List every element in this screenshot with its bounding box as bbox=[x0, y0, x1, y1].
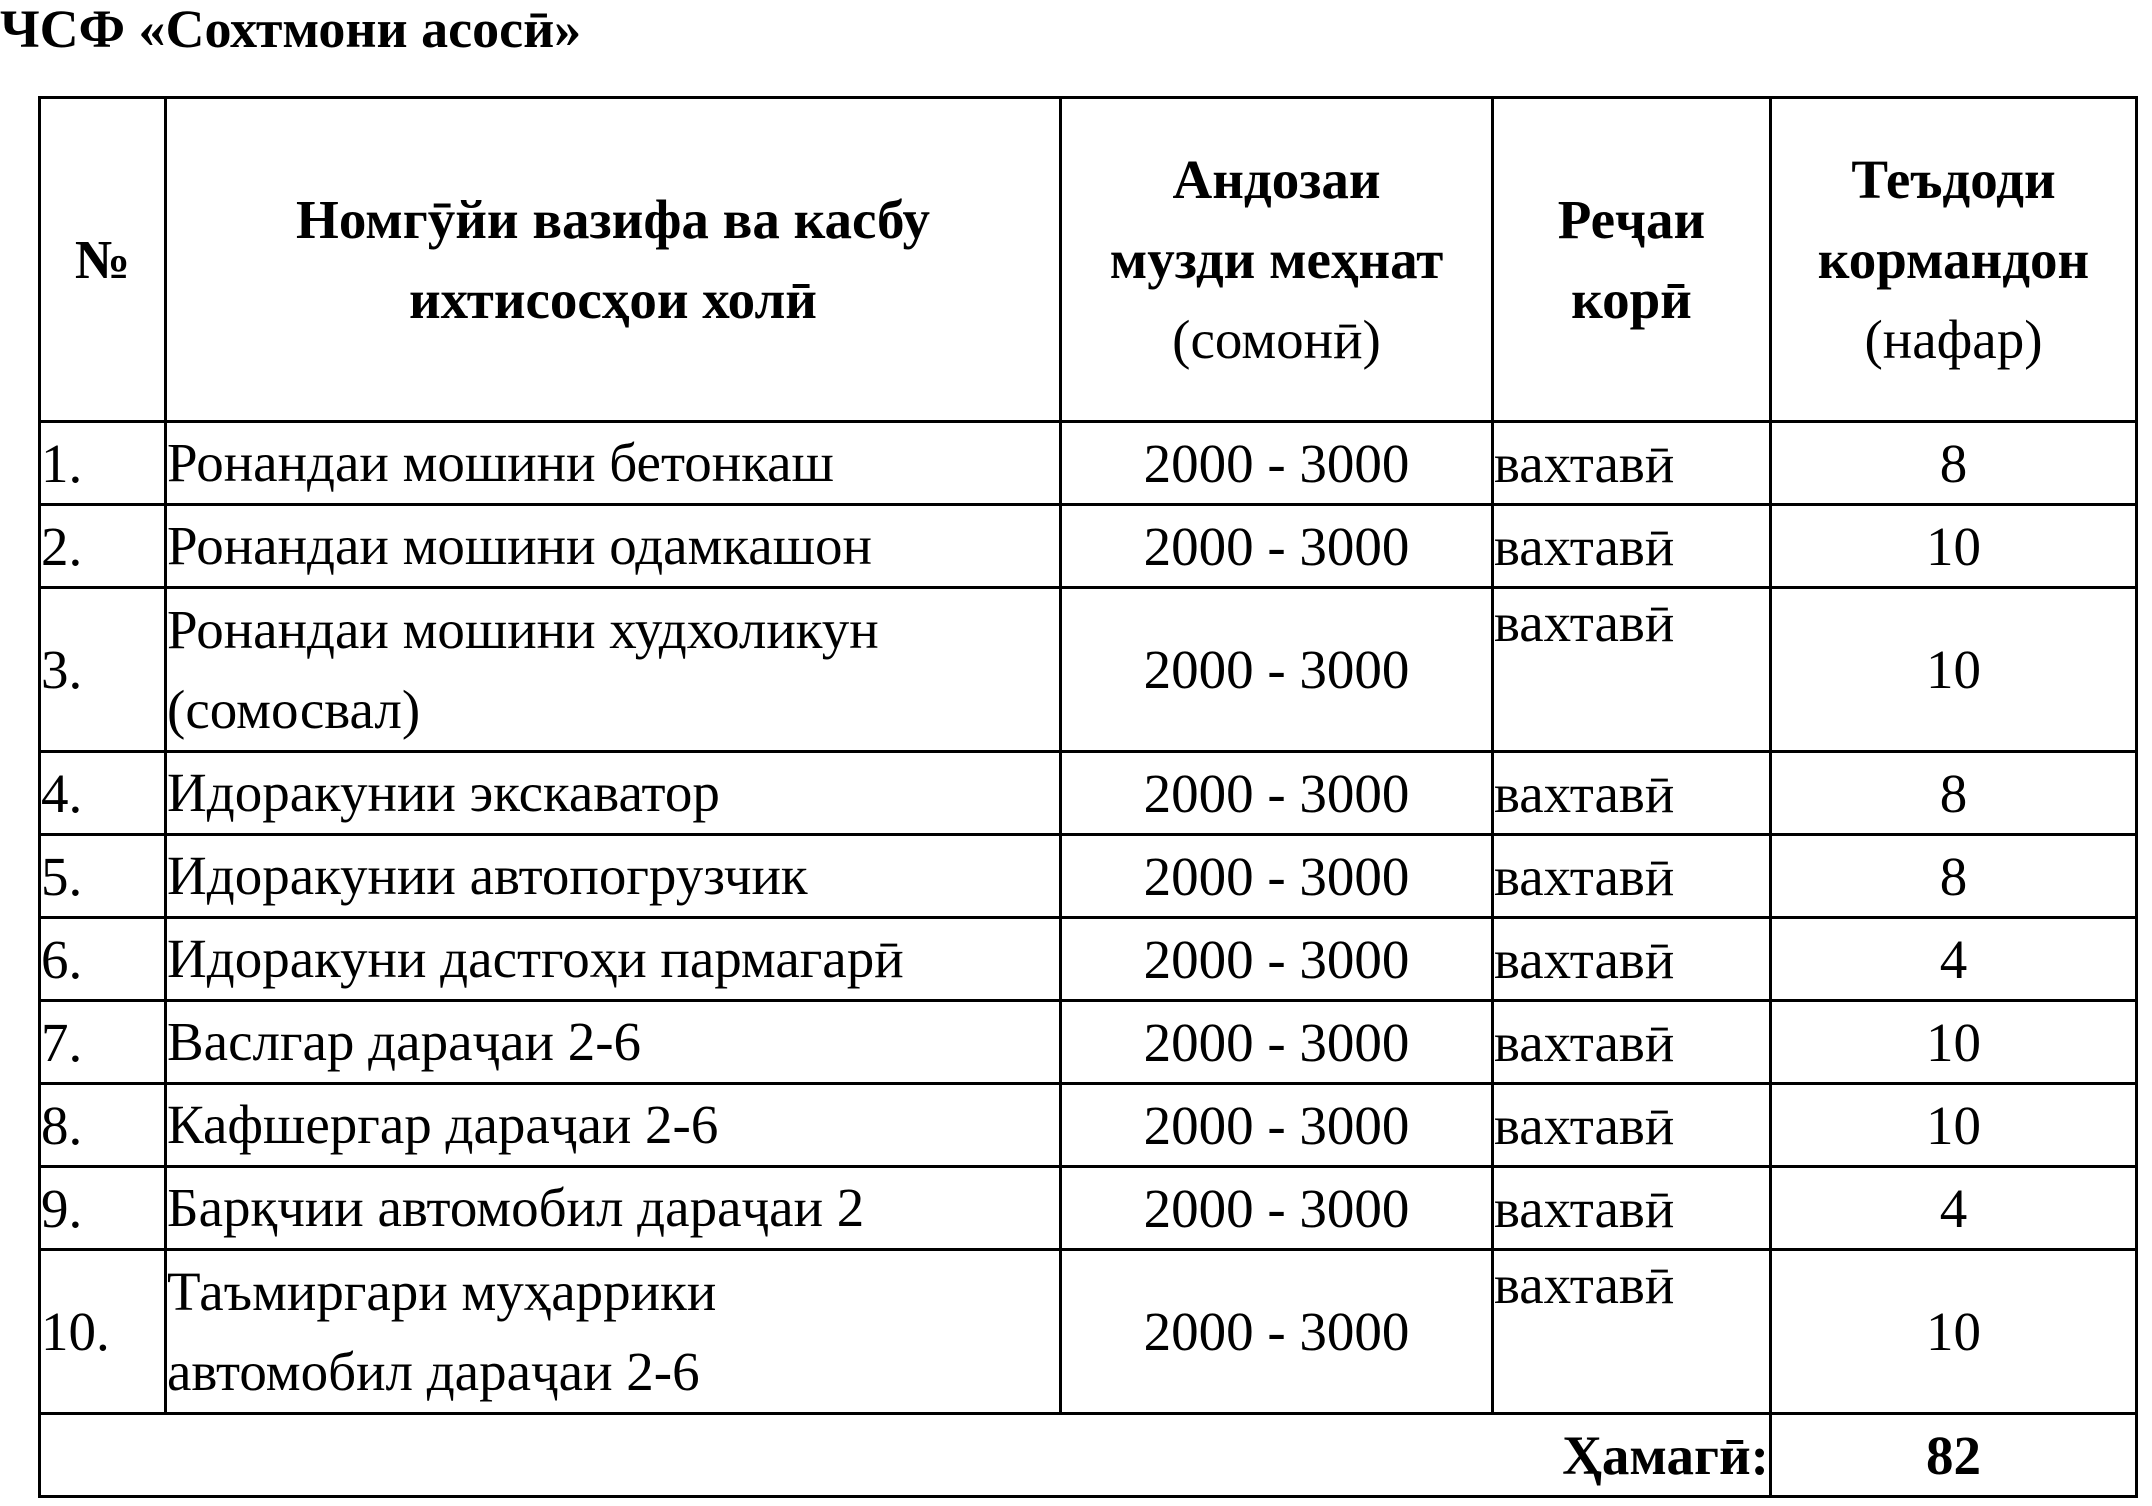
position-name: Ронандаи мошини бетонкаш bbox=[166, 422, 1061, 505]
table-row bbox=[40, 1167, 2137, 1250]
table-row bbox=[40, 752, 2137, 835]
wage-range: 2000 - 3000 bbox=[1061, 835, 1493, 918]
wage-range: 2000 - 3000 bbox=[1061, 588, 1493, 752]
table-row bbox=[40, 1250, 2137, 1414]
wage-range: 2000 - 3000 bbox=[1061, 918, 1493, 1001]
table-row bbox=[40, 588, 2137, 752]
position-name: Ронандаи мошини одамкашон bbox=[166, 505, 1061, 588]
table-row bbox=[40, 918, 2137, 1001]
position-name: Таъмиргари муҳаррики автомобил дараҷаи 2-6 bbox=[166, 1250, 1061, 1414]
row-number: 5. bbox=[40, 835, 166, 918]
employee-count: 10 bbox=[1771, 1001, 2137, 1084]
position-name: Идоракунии автопогрузчик bbox=[166, 835, 1061, 918]
table-header-row bbox=[40, 98, 2137, 422]
header-employee-count: Теъдоди кормандон (нафар) bbox=[1771, 98, 2137, 422]
table-row bbox=[40, 505, 2137, 588]
header-work-mode: Реҷаи корӣ bbox=[1493, 98, 1771, 422]
employee-count: 4 bbox=[1771, 1167, 2137, 1250]
wage-range: 2000 - 3000 bbox=[1061, 422, 1493, 505]
work-mode: вахтавӣ bbox=[1493, 835, 1771, 918]
work-mode: вахтавӣ bbox=[1493, 588, 1771, 752]
row-number: 10. bbox=[40, 1250, 166, 1414]
employee-count: 10 bbox=[1771, 1084, 2137, 1167]
row-number: 2. bbox=[40, 505, 166, 588]
row-number: 1. bbox=[40, 422, 166, 505]
header-position: Номгӯйи вазифа ва касбу ихтисосҳои холӣ bbox=[166, 98, 1061, 422]
vacancies-table bbox=[38, 96, 2138, 1498]
employee-count: 10 bbox=[1771, 505, 2137, 588]
row-number: 9. bbox=[40, 1167, 166, 1250]
wage-range: 2000 - 3000 bbox=[1061, 505, 1493, 588]
wage-range: 2000 - 3000 bbox=[1061, 752, 1493, 835]
row-number: 6. bbox=[40, 918, 166, 1001]
employee-count: 4 bbox=[1771, 918, 2137, 1001]
work-mode: вахтавӣ bbox=[1493, 422, 1771, 505]
total-row bbox=[40, 1414, 2137, 1497]
row-number: 7. bbox=[40, 1001, 166, 1084]
employee-count: 10 bbox=[1771, 588, 2137, 752]
work-mode: вахтавӣ bbox=[1493, 505, 1771, 588]
position-name: Васлгар дараҷаи 2-6 bbox=[166, 1001, 1061, 1084]
header-number: № bbox=[40, 98, 166, 422]
total-value: 82 bbox=[1771, 1414, 2137, 1497]
table-row bbox=[40, 422, 2137, 505]
work-mode: вахтавӣ bbox=[1493, 1250, 1771, 1414]
row-number: 4. bbox=[40, 752, 166, 835]
wage-range: 2000 - 3000 bbox=[1061, 1167, 1493, 1250]
work-mode: вахтавӣ bbox=[1493, 918, 1771, 1001]
wage-range: 2000 - 3000 bbox=[1061, 1001, 1493, 1084]
position-name: Ронандаи мошини худхоликун (сомосвал) bbox=[166, 588, 1061, 752]
employee-count: 8 bbox=[1771, 835, 2137, 918]
employee-count: 10 bbox=[1771, 1250, 2137, 1414]
work-mode: вахтавӣ bbox=[1493, 1001, 1771, 1084]
position-name: Идоракунии экскаватор bbox=[166, 752, 1061, 835]
row-number: 3. bbox=[40, 588, 166, 752]
header-wage: Андозаи музди меҳнат (сомонӣ) bbox=[1061, 98, 1493, 422]
table-row bbox=[40, 1001, 2137, 1084]
total-label: Ҳамагӣ: bbox=[40, 1414, 1771, 1497]
table-row bbox=[40, 1084, 2137, 1167]
employee-count: 8 bbox=[1771, 422, 2137, 505]
work-mode: вахтавӣ bbox=[1493, 1167, 1771, 1250]
work-mode: вахтавӣ bbox=[1493, 1084, 1771, 1167]
position-name: Барқчии автомобил дараҷаи 2 bbox=[166, 1167, 1061, 1250]
position-name: Кафшергар дараҷаи 2-6 bbox=[166, 1084, 1061, 1167]
wage-range: 2000 - 3000 bbox=[1061, 1250, 1493, 1414]
page-title: ЧСФ «Сохтмони асосӣ» bbox=[0, 0, 582, 59]
table-row bbox=[40, 835, 2137, 918]
wage-range: 2000 - 3000 bbox=[1061, 1084, 1493, 1167]
row-number: 8. bbox=[40, 1084, 166, 1167]
position-name: Идоракуни дастгоҳи пармагарӣ bbox=[166, 918, 1061, 1001]
employee-count: 8 bbox=[1771, 752, 2137, 835]
work-mode: вахтавӣ bbox=[1493, 752, 1771, 835]
